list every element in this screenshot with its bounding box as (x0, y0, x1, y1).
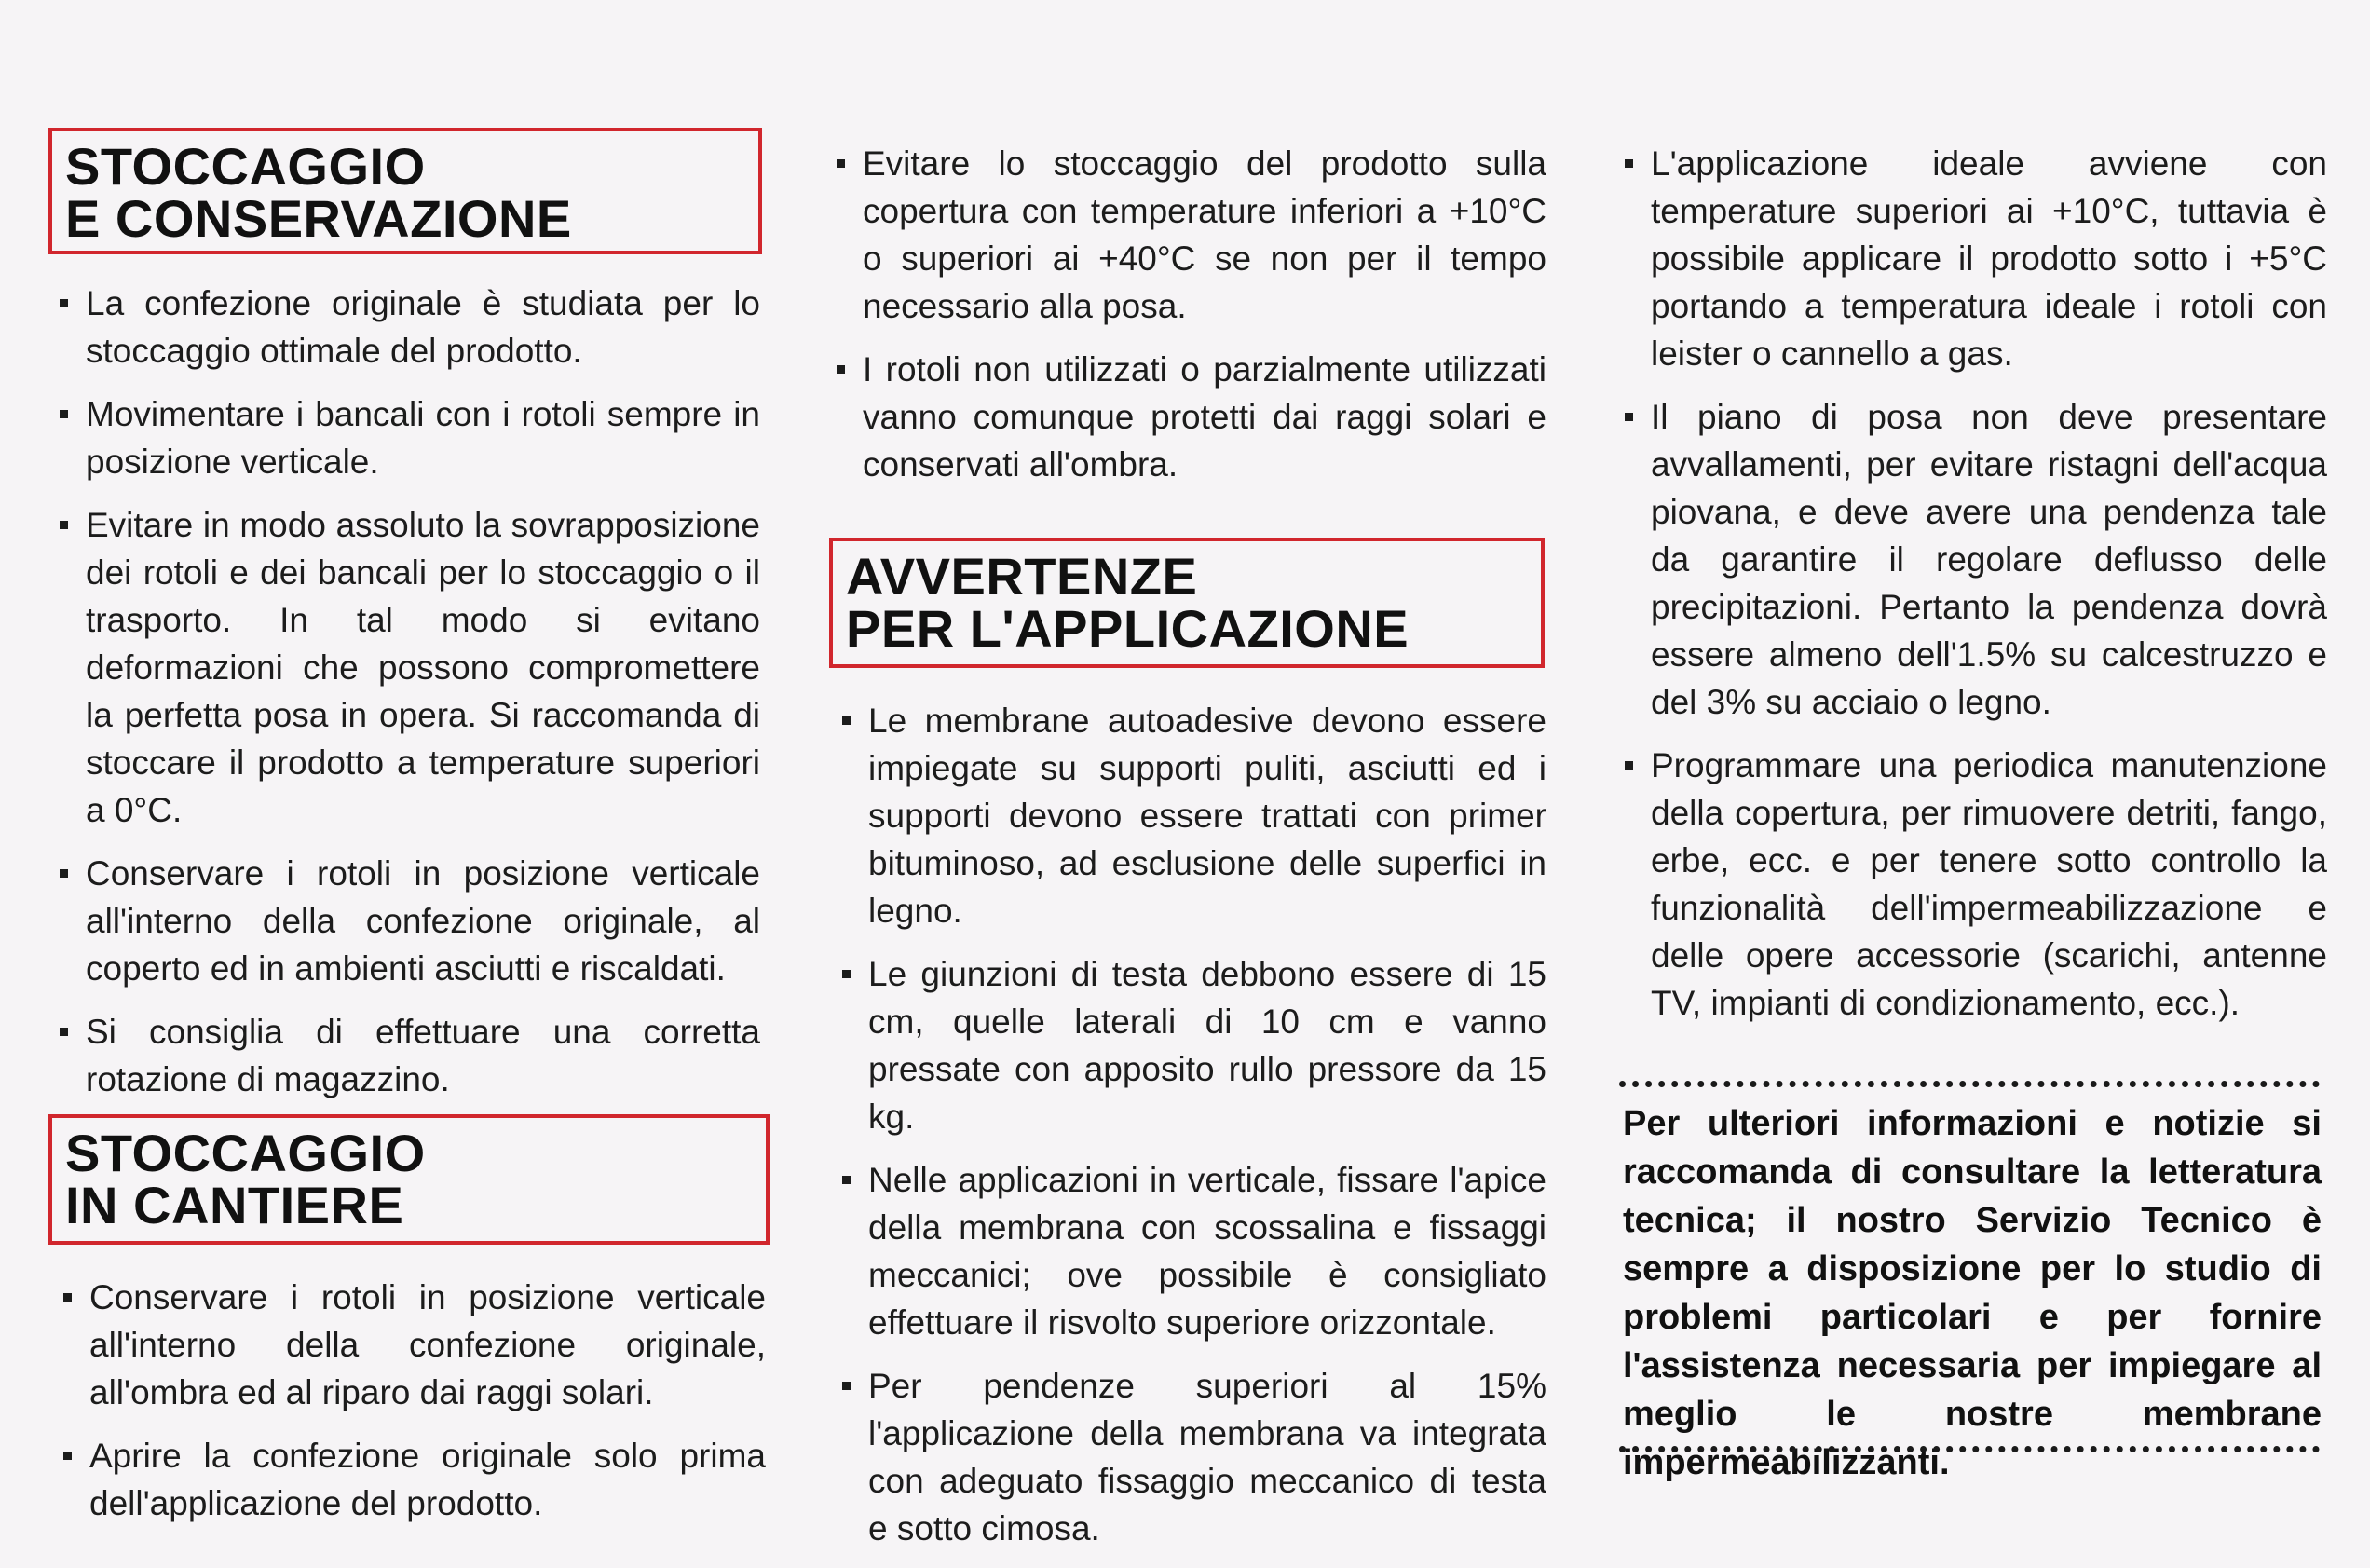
bullet-icon (60, 410, 68, 418)
heading-stoccaggio-cantiere (48, 1114, 770, 1245)
bullet-icon (837, 159, 845, 168)
bullet-icon (842, 1382, 851, 1390)
list-item: Evitare lo stoccaggio del prodotto sulla copertura con temperature inferiori a +10°C o superiori ai +40°C se non per il tempo necessario alla posa. (831, 140, 1546, 330)
list-item: L'applicazione ideale avviene con temperature superiori ai +10°C, tuttavia è possibile applicare il prodotto sotto i +5°C portando a temperatura ideale i rotoli con leister o cannello a gas. (1619, 140, 2327, 377)
heading-line: STOCCAGGIO (65, 137, 426, 196)
bullet-icon (837, 365, 845, 374)
technical-notice: Per ulteriori informazioni e notizie si raccomanda di consultare la letteratura tecnica; il nostro Servizio Tecnico è sempre a disposizione per lo studio di problemi particolari e per fornire l'assistenza necessaria per impiegare al meglio le nostre membrane impermeabilizzanti. (1623, 1104, 2322, 1482)
bullet-icon (842, 1176, 851, 1184)
list-item: Programmare una periodica manutenzione della copertura, per rimuovere detriti, fango, erbe, ecc. e per tenere sotto controllo la funzionalità dell'impermeabilizzazione e delle opere accessorie (scarichi, antenne TV, impianti di condizionamento, ecc.). (1619, 742, 2327, 1027)
dotted-divider-bottom (1619, 1446, 2320, 1452)
heading-avvertenze (829, 538, 1545, 668)
list-stoccaggio-cantiere (58, 1274, 766, 1543)
heading-line: PER L'APPLICAZIONE (846, 599, 1410, 658)
list-item: Conservare i rotoli in posizione verticale all'interno della confezione originale, al coperto ed in ambienti asciutti e riscaldati. (54, 850, 760, 992)
heading-stoccaggio-conservazione (48, 128, 762, 254)
bullet-icon (842, 716, 851, 725)
list-avvertenze (837, 697, 1546, 1568)
list-item: La confezione originale è studiata per lo stoccaggio ottimale del prodotto. (54, 280, 760, 375)
bullet-icon (842, 970, 851, 978)
bullet-icon (63, 1452, 72, 1460)
list-item: Le membrane autoadesive devono essere impiegate su supporti puliti, asciutti ed i supporti devono essere trattati con primer bituminoso, ad esclusione delle superfici in legno. (837, 697, 1546, 934)
heading-line: IN CANTIERE (65, 1176, 404, 1234)
list-item: Evitare in modo assoluto la sovrapposizione dei rotoli e dei bancali per lo stoccaggio o il trasporto. In tal modo si evitano deformazioni che possono compromettere la perfetta posa in opera. Si raccomanda di stoccare il prodotto a temperature superiori a 0°C. (54, 501, 760, 834)
list-item: Aprire la confezione originale solo prima dell'applicazione del prodotto. (58, 1432, 766, 1527)
list-stoccaggio-copertura (831, 140, 1546, 504)
heading-line: STOCCAGGIO (65, 1124, 426, 1182)
list-stoccaggio-conservazione (54, 280, 760, 1119)
dotted-divider-top (1619, 1081, 2320, 1087)
list-item: Movimentare i bancali con i rotoli sempre in posizione verticale. (54, 390, 760, 485)
list-item: I rotoli non utilizzati o parzialmente utilizzati vanno comunque protetti dai raggi solari e conservati all'ombra. (831, 346, 1546, 488)
list-item: Si consiglia di effettuare una corretta rotazione di magazzino. (54, 1008, 760, 1103)
bullet-icon (60, 299, 68, 307)
list-item: Il piano di posa non deve presentare avvallamenti, per evitare ristagni dell'acqua piovana, e deve avere una pendenza tale da garantire il regolare deflusso delle precipitazioni. Pertanto la pendenza dovrà essere almeno dell'1.5% su calcestruzzo e del 3% su acciaio o legno. (1619, 393, 2327, 726)
list-item: Le giunzioni di testa debbono essere di 15 cm, quelle laterali di 10 cm e vanno pressate con apposito rullo pressore da 15 kg. (837, 950, 1546, 1140)
bullet-icon (60, 521, 68, 529)
bullet-icon (1625, 761, 1633, 770)
bullet-icon (60, 869, 68, 878)
bullet-icon (60, 1028, 68, 1036)
heading-line: E CONSERVAZIONE (65, 189, 572, 248)
list-applicazione (1619, 140, 2327, 1043)
bullet-icon (63, 1293, 72, 1302)
list-item: Per pendenze superiori al 15% l'applicazione della membrana va integrata con adeguato fissaggio meccanico di testa e sotto cimosa. (837, 1362, 1546, 1552)
heading-line: AVVERTENZE (846, 547, 1198, 606)
list-item: Nelle applicazioni in verticale, fissare l'apice della membrana con scossalina e fissaggi meccanici; ove possibile è consigliato effettuare il risvolto superiore orizzontale. (837, 1156, 1546, 1346)
bullet-icon (1625, 159, 1633, 168)
bullet-icon (1625, 413, 1633, 421)
list-item: Conservare i rotoli in posizione verticale all'interno della confezione originale, all'ombra ed al riparo dai raggi solari. (58, 1274, 766, 1416)
